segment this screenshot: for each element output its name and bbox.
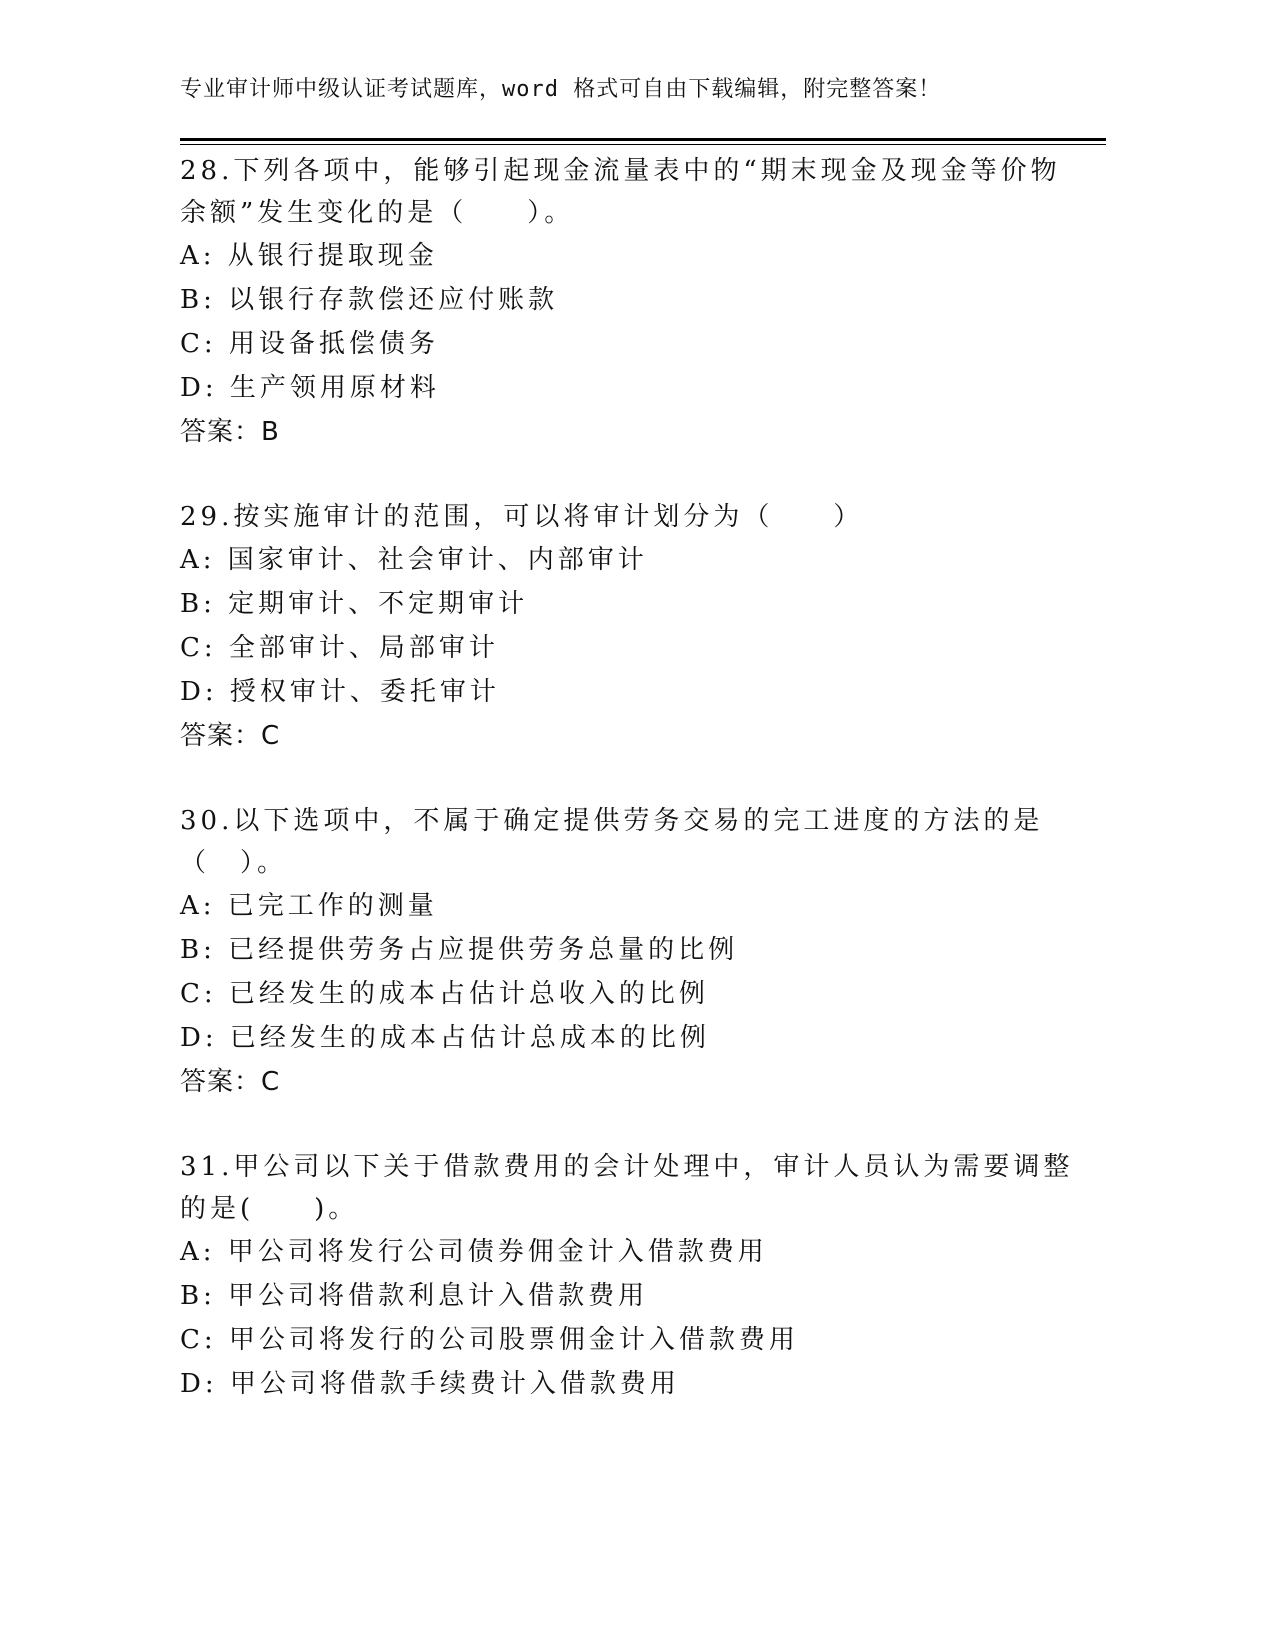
- question-28: [180, 150, 1080, 454]
- option-c: C: 已经发生的成本占估计总收入的比例: [180, 979, 709, 1009]
- option-a: A: 国家审计、社会审计、内部审计: [180, 545, 648, 575]
- option-d: D: 已经发生的成本占估计总成本的比例: [180, 1023, 710, 1053]
- option-a: A: 从银行提取现金: [180, 241, 438, 271]
- answer: 答案：C: [180, 721, 281, 751]
- answer: 答案：C: [180, 1067, 281, 1097]
- header-rule-thin: [180, 144, 1106, 145]
- option-b: B: 以银行存款偿还应付账款: [180, 285, 559, 315]
- option-c: C: 甲公司将发行的公司股票佣金计入借款费用: [180, 1325, 799, 1355]
- option-d: D: 生产领用原材料: [180, 373, 440, 403]
- question-stem: 31.甲公司以下关于借款费用的会计处理中，审计人员认为需要调整的是( )。: [180, 1152, 1074, 1224]
- option-b: B: 定期审计、不定期审计: [180, 589, 529, 619]
- option-c: C: 全部审计、局部审计: [180, 633, 499, 663]
- page-header: 专业审计师中级认证考试题库，word 格式可自由下载编辑，附完整答案！: [180, 77, 942, 102]
- question-stem: 29.按实施审计的范围，可以将审计划分为（ ）: [180, 502, 864, 532]
- option-b: B: 甲公司将借款利息计入借款费用: [180, 1281, 649, 1311]
- question-stem: 28.下列各项中，能够引起现金流量表中的“期末现金及现金等价物余额”发生变化的是（ ）。: [180, 156, 1061, 228]
- option-b: B: 已经提供劳务占应提供劳务总量的比例: [180, 935, 739, 965]
- question-29: [180, 496, 1080, 758]
- answer: 答案：B: [180, 417, 280, 447]
- question-31: [180, 1146, 1080, 1406]
- header-rule-thick: [180, 138, 1106, 141]
- option-a: A: 甲公司将发行公司债券佣金计入借款费用: [180, 1237, 768, 1267]
- option-d: D: 授权审计、委托审计: [180, 677, 500, 707]
- question-30: [180, 800, 1080, 1104]
- option-a: A: 已完工作的测量: [180, 891, 438, 921]
- question-stem: 30.以下选项中，不属于确定提供劳务交易的完工进度的方法的是（ ）。: [180, 806, 1044, 878]
- option-d: D: 甲公司将借款手续费计入借款费用: [180, 1369, 680, 1399]
- question-list: [180, 150, 1080, 1448]
- option-c: C: 用设备抵偿债务: [180, 329, 439, 359]
